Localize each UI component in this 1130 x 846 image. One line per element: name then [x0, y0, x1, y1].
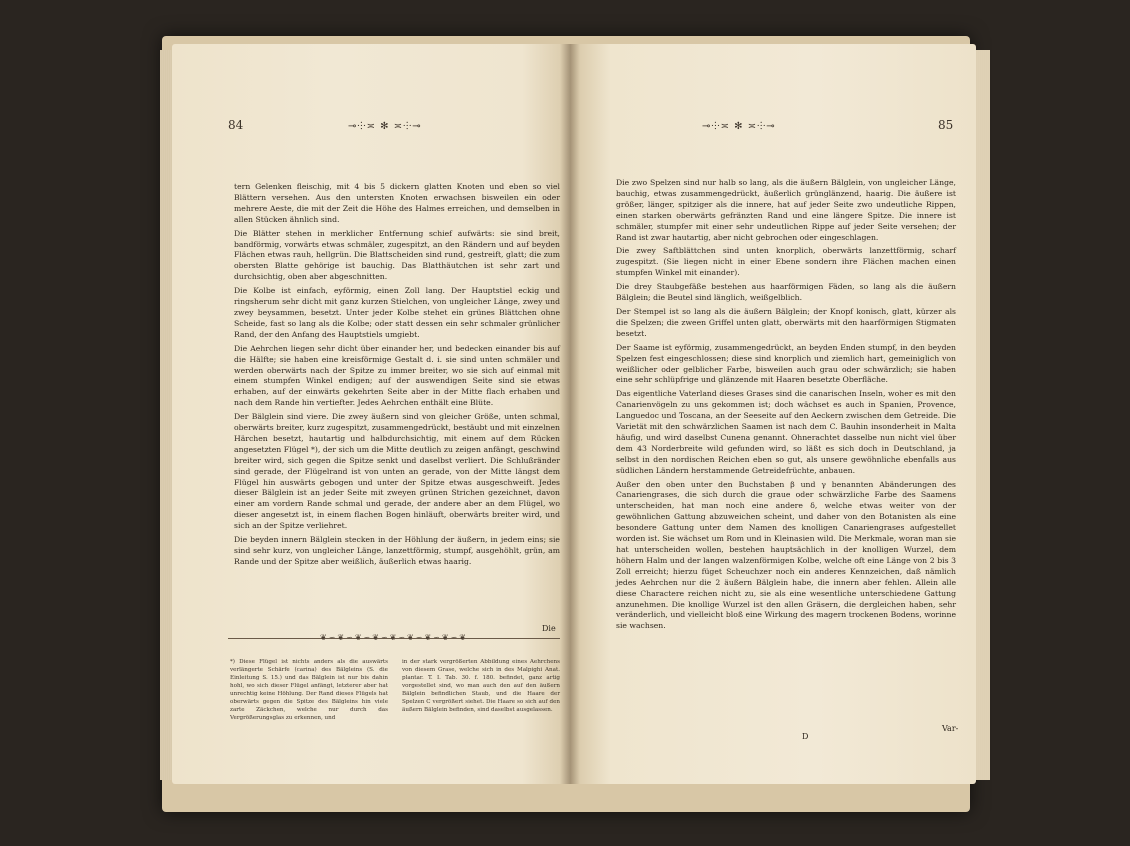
paragraph: Außer den oben unter den Buchstaben β und γ benannten Abänderungen des Canariengrases, die sich durch die graue oder schwärzliche Farbe des Saamens unterscheiden, hat man noch eine andere δ, welche etwas weiter von der gewöhnlichen Gattung abzuweichen scheint, und daher von den Botanisten als eine besondere Gattung unter dem Namen des knolligen Canariengrases aufgestellet worden ist. Sie wächset um Rom und in Kleinasien wild. Die Merkmale, woran man sie hat unterscheiden wollen, bestehen hauptsächlich in der knolligen Wurzel, dem höhern Halm und der langen walzenförmigen Kolbe, welche oft eine Länge von 2 bis 3 Zoll erreicht; hierzu füget Scheuchzer noch ein anderes Kennzeichen, daß nämlich jedes Aehrchen nur die 2 äußern Bälglein habe, die innern aber fehlen. Allein alle diese Charactere reichen nicht zu, sie als eine wesentliche unterschiedene Gattung anzunehmen. Die knollige Wurzel ist den allen Gräsern, die dergleichen haben, sehr veränderlich, und vielleicht bloß eine Wirkung des magern trockenen Bodens, worinne sie wachsen.	[616, 479, 956, 631]
page-number-right: 85	[938, 118, 954, 132]
header-ornament-right: ⊸⸭≍ ✻ ≍⸭⊸	[702, 121, 776, 132]
paragraph: Die beyden innern Bälglein stecken in der Höhlung der äußern, in jedem eins; sie sind sehr kurz, von ungleicher Länge, lanzettförmig, stumpf, ausgehöhlt, grün, am Rande und der Spitze aber weißlich, äußerlich etwas haarig.	[234, 535, 560, 566]
page-number-left: 84	[228, 118, 244, 132]
paragraph: Die zwo Spelzen sind nur halb so lang, als die äußern Bälglein, von ungleicher Länge, bauchig, etwas zusammengedrückt, äußerlich grünglänzend, haarig. Die äußere ist größer, länger, spitziger als die innere, hat auf jeder Seite zwo undeutliche Rippen, einen starken oberwärts gefränzten Rand und eine längere Spitze. Die innere ist schmäler, stumpfer mit einer sehr undeutlichen Rippe auf jeder Seite versehen; der Rand ist zwar hautartig, aber nicht gebrochen oder eingeschlagen.	[616, 178, 956, 242]
paragraph: Die zwey Saftblättchen sind unten knorplich, oberwärts lanzettförmig, scharf zugespitzt. (Sie liegen nicht in einer Ebene sondern ihre Flächen machen einen stumpfen Winkel mit einander).	[616, 246, 956, 278]
page-edges-left	[160, 50, 172, 780]
paragraph: Der Bälglein sind viere. Die zwey äußern sind von gleicher Größe, unten schmal, oberwärts breiter, kurz zugespitzt, zusammengedrückt, bestäubt und mit einzelnen Härchen besetzt, hautartig und halbdurchsichtig, mit einem auf dem Rücken angesetzten Flügel *), der sich um die Mitte deutlich zu zeigen anfängt, geschwind breiter wird, sich gegen die Spitze senkt und daselbst verliert. Die Schlußränder sind gerade, der Flügelrand ist von unten an gerade, von der Mitte längst dem Flügel hin auswärts gebogen und unter der Spitze etwas ausgeschweift. Jedes dieser Bälglein ist an jeder Seite mit zweyen grünen Strichen gezeichnet, davon einer am vordern Rande schmal und gerade, der andere aber an dem Flügel, wo dieser angesetzt ist, in einem flachen Bogen hinläuft, oberwärts breiter wird, und sich an der Spitze verliehret.	[234, 412, 560, 531]
catchword-right: Var-	[942, 724, 959, 733]
paragraph: Der Stempel ist so lang als die äußern Bälglein; der Knopf konisch, glatt, kürzer als die Spelzen; die zween Griffel unten glatt, oberwärts mit den haarförmigen Stigmaten besetzt.	[616, 306, 956, 338]
header-ornament-left: ⊸⸭≍ ✻ ≍⸭⊸	[348, 121, 422, 132]
paragraph: Der Saame ist eyförmig, zusammengedrückt, an beyden Enden stumpf, in den beyden Spelzen fest eingeschlossen; diese sind knorplich und ziemlich hart, gemeiniglich von weißlicher oder gelblicher Farbe, bisweilen auch grau oder schwärzlich; sie haben eine sehr schlüpfrige und glänzende mit Haaren besetzte Oberfläche.	[616, 342, 956, 385]
catchword-left: Die	[542, 624, 556, 633]
paragraph: Die Aehrchen liegen sehr dicht über einander her, und bedecken einander bis auf die Hälfte; sie haben eine kreisförmige Gestalt d. i. sie sind unten schmäler und werden oberwärts nach der Spitze zu immer breiter, wo sie sich auf einmal mit einem stumpfen Winkel endigen; auf der auswendigen Seite sind sie etwas erhaben, auf der einwärts gekehrten Seite aber in der Mitte flach erhaben und nach dem Rande hin vertiefter. Jedes Aehrchen enthält eine Blüte.	[234, 343, 560, 408]
signature-mark: D	[802, 732, 809, 741]
paragraph: Das eigentliche Vaterland dieses Grases sind die canarischen Inseln, woher es mit den Canarienvögeln zu uns gekommen ist; doch wächset es auch in Spanien, Provence, Languedoc und Toscana, an der Seeseite auf den Aeckern zwischen dem Getreide. Die Varietät mit den schwärzlichen Saamen ist nach dem C. Bauhin insonderheit in Malta häufig, und wird daselbst Cunena genannt. Ohnerachtet dasselbe nun nicht viel über dem 43 Norderbreite wild gefunden wird, so läßt es sich doch in Deutschland, ja selbst in den nordischen Reichen eben so gut, als unsere gewöhnliche ebenfalls aus südlichen Ländern herstammende Getreidefrüchte, anbauen.	[616, 389, 956, 475]
paragraph: Die Blätter stehen in merklicher Entfernung schief aufwärts: sie sind breit, bandförmig, vorwärts etwas schmäler, zugespitzt, an den Rändern und auf beyden Flächen etwas rauh, hellgrün. Die Blattscheiden sind rund, gestreift, glatt; die zum obersten Blatte gehörige ist bauchig. Das Blatthäutchen ist sehr zart und durchsichtig, oben aber abgeschnitten.	[234, 228, 560, 282]
right-page	[570, 44, 976, 784]
right-body-text	[616, 178, 956, 632]
page-edges-right	[976, 50, 990, 780]
paragraph: tern Gelenken fleischig, mit 4 bis 5 dickern glatten Knoten und eben so viel Blättern versehen. Aus den untersten Knoten erwachsen bisweilen ein oder mehrere Aeste, die mit der Zeit die Höhe des Halmes erreichen, und demselben in allen Stücken ähnlich sind.	[234, 182, 560, 224]
footnote-divider: ❦∽❦∽❦∽❦∽❦∽❦∽❦∽❦∽❦	[228, 638, 560, 647]
footnote-column-1: *) Diese Flügel ist nichts anders als die auswärts verlängerte Schärfe (carina) des Bälgleins (S. die Einleitung S. 15.) und das Bälglein ist nur bis dahin hohl, wo sich dieser Flügel anfängt, letzterer aber hat unrechtig keine Höhlung. Der Rand dieses Flügels hat oberwärts gegen die Spitze des Bälgleins hin viele zarte Zäckchen, welche nur durch das Vergrößerungsglas zu erkennen, und	[230, 659, 388, 721]
book-gutter	[560, 44, 580, 784]
left-page	[172, 44, 570, 784]
left-body-text	[234, 182, 560, 568]
paragraph: Die drey Staubgefäße bestehen aus haarförmigen Fäden, so lang als die äußern Bälglein; die Beutel sind länglich, weißgelblich.	[616, 282, 956, 303]
paragraph: Die Kolbe ist einfach, eyförmig, einen Zoll lang. Der Hauptstiel eckig und ringsherum sehr dicht mit ganz kurzen Stielchen, von ungleicher Länge, zwey und zwey beysammen, besetzt. Unter jeder Kolbe stehet ein grünes Blättchen ohne Scheide, fast so lang als die Kolbe; oder statt dessen ein sehr schmaler grünlicher Rand, der den Anfang des Hauptstiels umgiebt.	[234, 286, 560, 339]
footnote-column-2: in der stark vergrößerten Abbildung eines Aehrchens von diesem Grase, welche sich in des Malpighi Anat. plantar. T. I. Tab. 30. f. 180. befindet, ganz artig vorgestellet sind, wo man auch den auf den äußern Bälglein befindlichen Staub, und die Haare der Spelzen C vergrößert siehet. Die Haare so sich auf den äußern Bälglein befinden, sind daselbst ausgelassen.	[402, 659, 560, 713]
